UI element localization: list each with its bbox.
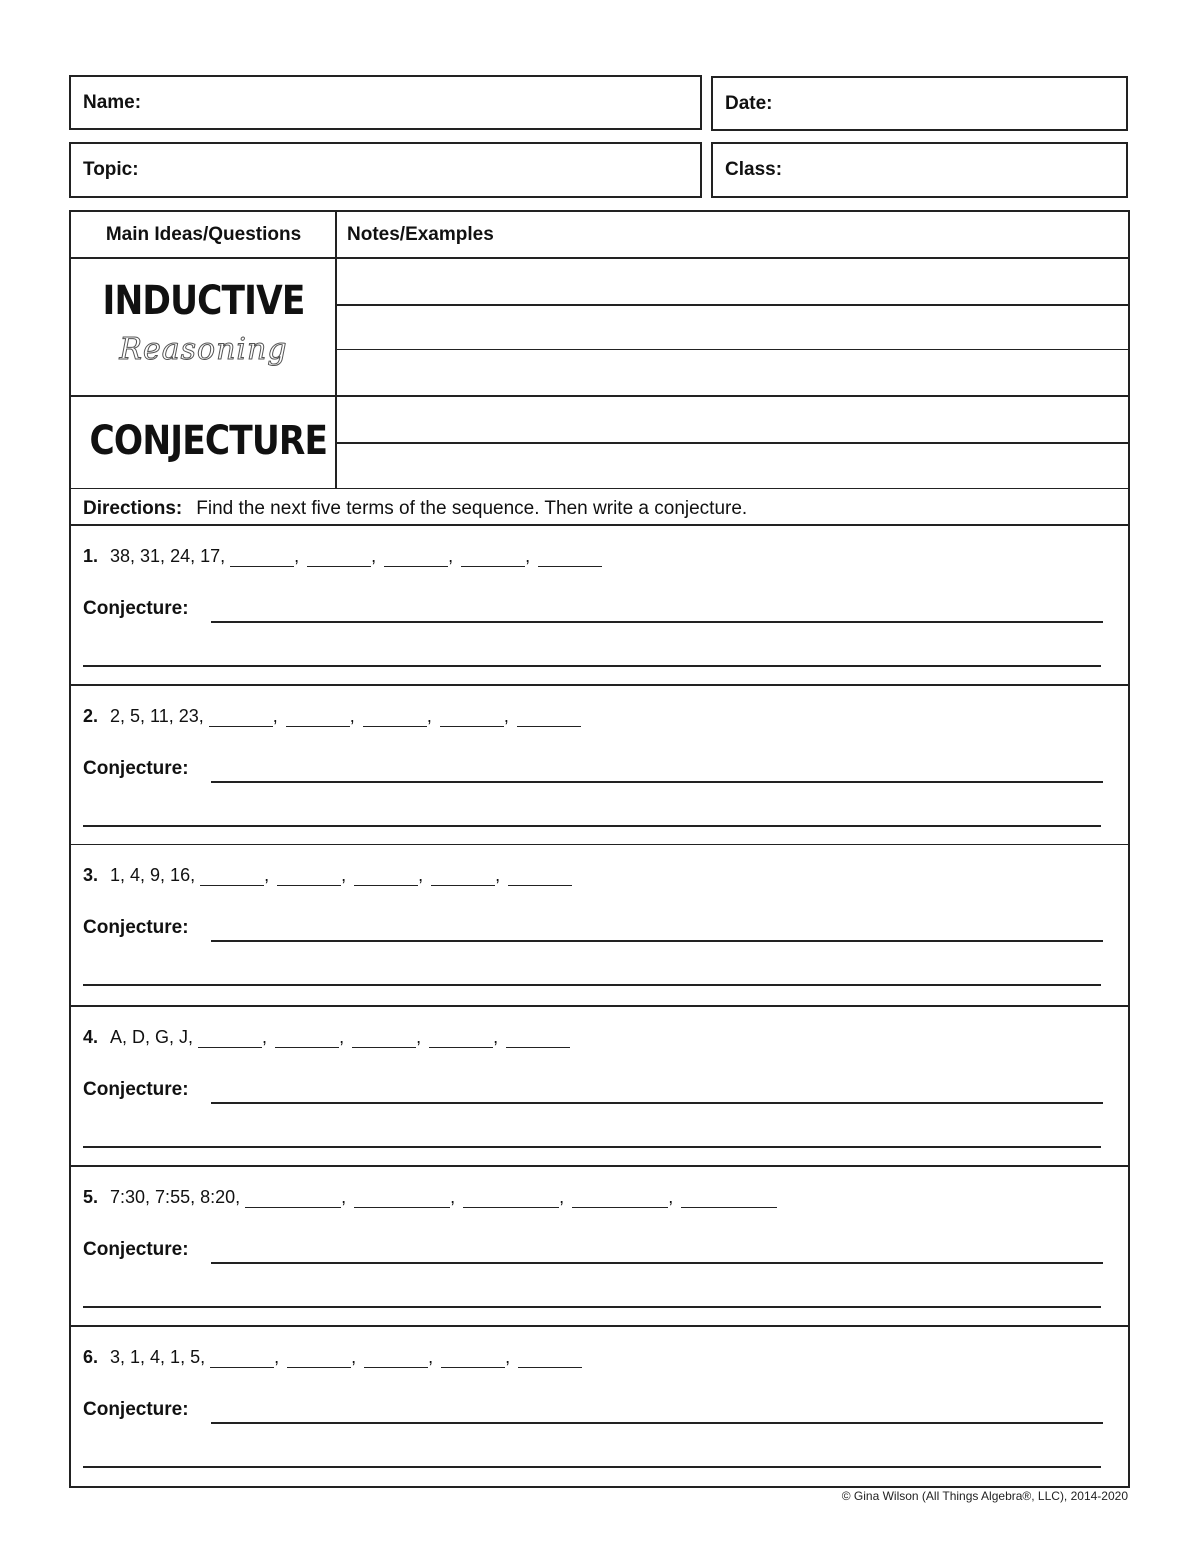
conjecture-line[interactable] <box>83 665 1101 667</box>
answer-blank[interactable] <box>681 1189 777 1208</box>
problem-number: 4. <box>83 1027 99 1047</box>
answer-blank[interactable] <box>440 708 504 727</box>
problem-number: 3. <box>83 865 99 885</box>
answer-blank[interactable] <box>517 708 581 727</box>
answer-blank[interactable] <box>230 548 294 567</box>
sequence-row: 2. 2, 5, 11, 23, , , , , <box>83 706 581 727</box>
directions <box>83 492 747 526</box>
answer-blank[interactable] <box>200 867 264 886</box>
class-field[interactable] <box>711 142 1128 198</box>
sequence-row: 3. 1, 4, 9, 16, , , , , <box>83 865 572 886</box>
notes-line <box>337 349 1128 350</box>
answer-blank[interactable] <box>441 1349 505 1368</box>
sequence-terms: 2, 5, 11, 23, <box>110 706 204 726</box>
divider <box>71 257 1128 259</box>
answer-blank[interactable] <box>463 1189 559 1208</box>
conjecture-line[interactable] <box>83 1466 1101 1468</box>
conjecture-label: Conjecture: <box>83 758 189 779</box>
answer-blank[interactable] <box>198 1029 262 1048</box>
conjecture-line[interactable] <box>211 940 1103 942</box>
class-label: Class: <box>725 159 783 180</box>
answer-blank[interactable] <box>354 867 418 886</box>
answer-blank[interactable] <box>461 548 525 567</box>
sequence-row: 4. A, D, G, J, , , , , <box>83 1027 570 1048</box>
conjecture-label: Conjecture: <box>83 598 189 619</box>
divider <box>71 395 1128 397</box>
answer-blank[interactable] <box>245 1189 341 1208</box>
main-ideas-header: Main Ideas/Questions <box>105 224 302 245</box>
answer-blank[interactable] <box>209 708 273 727</box>
conjecture-line[interactable] <box>83 825 1101 827</box>
copyright-notice: © Gina Wilson (All Things Algebra®, LLC), 2014-2020 <box>841 1489 1128 1503</box>
name-field[interactable] <box>69 75 702 130</box>
problem-number: 2. <box>83 706 99 726</box>
answer-blank[interactable] <box>354 1189 450 1208</box>
sequence-terms: 7:30, 7:55, 8:20, <box>110 1187 241 1207</box>
notes-header: Notes/Examples <box>347 224 494 245</box>
problem-3 <box>71 845 1128 1005</box>
sequence-terms: 38, 31, 24, 17, <box>110 546 226 566</box>
conjecture-line[interactable] <box>211 1102 1103 1104</box>
sequence-terms: 1, 4, 9, 16, <box>110 865 196 885</box>
answer-blank[interactable] <box>352 1029 416 1048</box>
answer-blank[interactable] <box>210 1349 274 1368</box>
answer-blank[interactable] <box>431 867 495 886</box>
notes-table <box>69 210 1130 1488</box>
directions-label: Directions: <box>83 498 183 519</box>
conjecture-line[interactable] <box>211 781 1103 783</box>
problem-4 <box>71 1007 1128 1165</box>
answer-blank[interactable] <box>538 548 602 567</box>
answer-blank[interactable] <box>286 708 350 727</box>
reasoning-subtitle: Reasoning <box>119 332 288 367</box>
problem-6 <box>71 1327 1128 1486</box>
answer-blank[interactable] <box>277 867 341 886</box>
conjecture-label: Conjecture: <box>83 1079 189 1100</box>
answer-blank[interactable] <box>429 1029 493 1048</box>
conjecture-line[interactable] <box>83 1146 1101 1148</box>
answer-blank[interactable] <box>364 1349 428 1368</box>
problem-5 <box>71 1167 1128 1325</box>
problem-2 <box>71 686 1128 844</box>
notes-line <box>337 442 1128 444</box>
inductive-title: INDUCTIVE <box>102 278 305 324</box>
answer-blank[interactable] <box>287 1349 351 1368</box>
conjecture-title: CONJECTURE <box>89 418 328 464</box>
conjecture-line[interactable] <box>211 1262 1103 1264</box>
date-field[interactable] <box>711 76 1128 131</box>
answer-blank[interactable] <box>506 1029 570 1048</box>
answer-blank[interactable] <box>275 1029 339 1048</box>
sequence-row: 6. 3, 1, 4, 1, 5, , , , , <box>83 1347 582 1368</box>
divider <box>71 488 1128 489</box>
name-label: Name: <box>83 91 142 113</box>
conjecture-line[interactable] <box>83 984 1101 986</box>
directions-text: Find the next five terms of the sequence. Then write a conjecture. <box>196 498 748 519</box>
sequence-row: 1. 38, 31, 24, 17, , , , , <box>83 546 602 567</box>
conjecture-line[interactable] <box>211 1422 1103 1424</box>
topic-field[interactable] <box>69 142 702 198</box>
conjecture-line[interactable] <box>83 1306 1101 1308</box>
answer-blank[interactable] <box>518 1349 582 1368</box>
date-label: Date: <box>725 92 773 114</box>
answer-blank[interactable] <box>384 548 448 567</box>
notes-line <box>337 304 1128 306</box>
conjecture-label: Conjecture: <box>83 1399 189 1420</box>
sequence-terms: 3, 1, 4, 1, 5, <box>110 1347 206 1367</box>
problem-1 <box>71 526 1128 684</box>
conjecture-line[interactable] <box>211 621 1103 623</box>
answer-blank[interactable] <box>572 1189 668 1208</box>
answer-blank[interactable] <box>508 867 572 886</box>
problem-number: 5. <box>83 1187 99 1207</box>
answer-blank[interactable] <box>363 708 427 727</box>
topic-label: Topic: <box>83 159 139 180</box>
sequence-row: 5. 7:30, 7:55, 8:20, , , , , <box>83 1187 777 1208</box>
conjecture-label: Conjecture: <box>83 917 189 938</box>
answer-blank[interactable] <box>307 548 371 567</box>
problem-number: 6. <box>83 1347 99 1367</box>
problem-number: 1. <box>83 546 99 566</box>
sequence-terms: A, D, G, J, <box>110 1027 194 1047</box>
conjecture-label: Conjecture: <box>83 1239 189 1260</box>
